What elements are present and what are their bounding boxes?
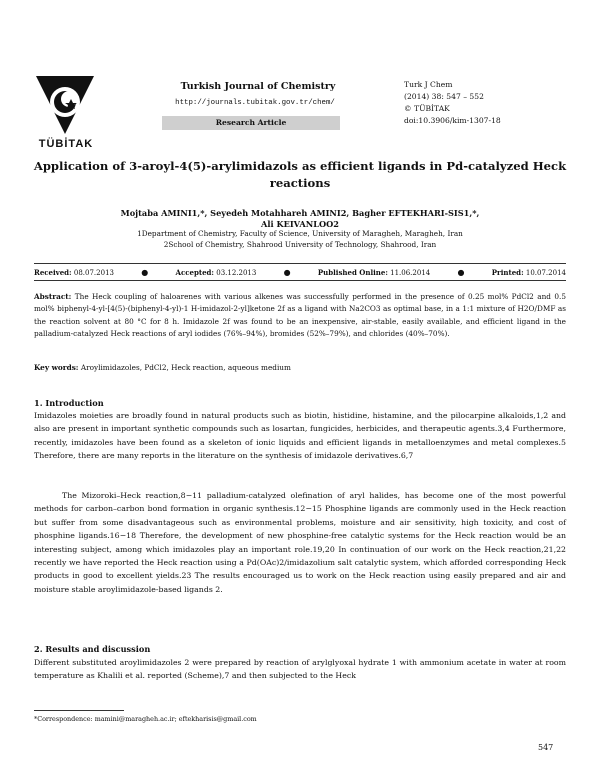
printed-date: Printed: 10.07.2014 [491, 267, 566, 277]
bullet-icon: ● [457, 267, 465, 277]
affiliation: 1Department of Chemistry, Faculty of Science, University of Maragheh, Maragheh, Iran [137, 229, 463, 238]
section-heading-results: 2. Results and discussion [34, 644, 151, 654]
abstract [34, 291, 566, 340]
paragraph: Imidazoles moieties are broadly found in natural products such as biotin, histidine, histamine, and the pilocarpine alkaloids,1,2 and also are present in important synthetic compounds such as losartan, fungicides, herbicides, and therapeutic agents.3,4 Furthermore, recently, imidazoles have been found as a skeleton of ionic liquids and efficient ligands in metalloenzymes and metal complexes.5 Therefore, there are many reports in the literature on the synthesis of imidazole derivatives.6,7 [34, 411, 566, 461]
affiliation: 2School of Chemistry, Shahrood University of Technology, Shahrood, Iran [163, 239, 437, 249]
journal-title: Turkish Journal of Chemistry [180, 81, 336, 92]
dates-bar [34, 263, 566, 281]
received-date: Received: 08.07.2013 [34, 267, 114, 277]
paragraph: Different substituted aroylimidazoles 2 were prepared by reaction of arylglyoxal hydrate 1 with ammonium acetate in water at room temperature as Khalili et al. reported (Scheme),7 and then subjected to the Heck [34, 658, 566, 681]
bullet-icon: ● [283, 267, 291, 277]
tubitak-logo-icon [34, 72, 96, 138]
cite-line: doi:10.3906/kim-1307-18 [404, 116, 501, 125]
footnote-divider [34, 710, 124, 711]
online-date: Published Online: 11.06.2014 [317, 267, 431, 277]
abstract-text: The Heck coupling of haloarenes with various alkenes was successfully performed in the presence of 0.25 mol% PdCl2 and 0.5 mol% biphenyl-4-yl-[4(5)-(biphenyl-4-yl)-1 H-imidazol-2-yl]ketone 2f as a ligand with Na2CO3 as optimal base, in a 1:1 mixture of H2O/DMF as the reaction solvent at 80 °C for 8 h. Imidazole 2f was found to be an inexpensive, air-stable, easily available, and efficient ligand in the palladium-catalyzed Heck reactions of aryl iodides (76%–94%), bromides (52%–79%), and chlorides (40%–70%). [34, 292, 566, 338]
paper-title: Application of 3-aroyl-4(5)-arylimidazols as efficient ligands in Pd-catalyzed Heck reactions [33, 159, 567, 190]
authors-line: Ali KEIVANLOO2 [261, 219, 339, 229]
footnote: *Correspondence: mamini@maragheh.ac.ir; eftekharisis@gmail.com [34, 715, 257, 723]
cite-line: (2014) 38: 547 – 552 [404, 92, 484, 101]
bullet-icon: ● [141, 267, 149, 277]
abstract-label: Abstract: [34, 292, 72, 301]
authors-line: Mojtaba AMINI1,*, Seyedeh Motahhareh AMINI2, Bagher EFTEKHARI-SIS1,*, [120, 208, 480, 218]
cite-line: © TÜBİTAK [404, 104, 450, 113]
logo-text: TÜBİTAK [38, 138, 94, 150]
cite-line: Turk J Chem [404, 80, 453, 89]
keywords-label: Key words: [34, 363, 79, 372]
authors [60, 208, 540, 230]
journal-url[interactable]: http://journals.tubitak.gov.tr/chem/ [175, 99, 335, 107]
paragraph: The Mizoroki–Heck reaction,8−11 palladium-catalyzed olefination of aryl halides, has become one of the most powerful methods for carbon–carbon bond formation in organic synthesis.12−15 Phosphine ligands are commonly used in the Heck reaction but suffer from some disadvantageous such as environmental problems, moisture and air sensitivity, high toxicity, and cost of phosphine ligands.16−18 Therefore, the development of new phosphine-free catalytic systems for the Heck reaction would be an interesting subject, among which imidazoles play an important role.19,20 In continuation of our work on the Heck reaction,21,22 recently we have reported the Heck reaction using a Pd(OAc)2/imidazolium salt catalytic system, which afforded corresponding Heck products in good to excellent yields.23 The results encouraged us to work on the Heck reaction using easily prepared and air and moisture stable aroylimidazole-based ligands 2. [34, 491, 566, 594]
accepted-date: Accepted: 03.12.2013 [175, 267, 257, 277]
keywords [34, 363, 566, 372]
page-number: 547 [538, 743, 554, 752]
citation-block [404, 79, 554, 127]
article-type-bar: Research Article [162, 116, 340, 130]
affiliations [60, 229, 540, 250]
keywords-text: Aroylimidazoles, PdCl2, Heck reaction, aqueous medium [80, 363, 291, 372]
section-heading-introduction: 1. Introduction [34, 398, 104, 408]
